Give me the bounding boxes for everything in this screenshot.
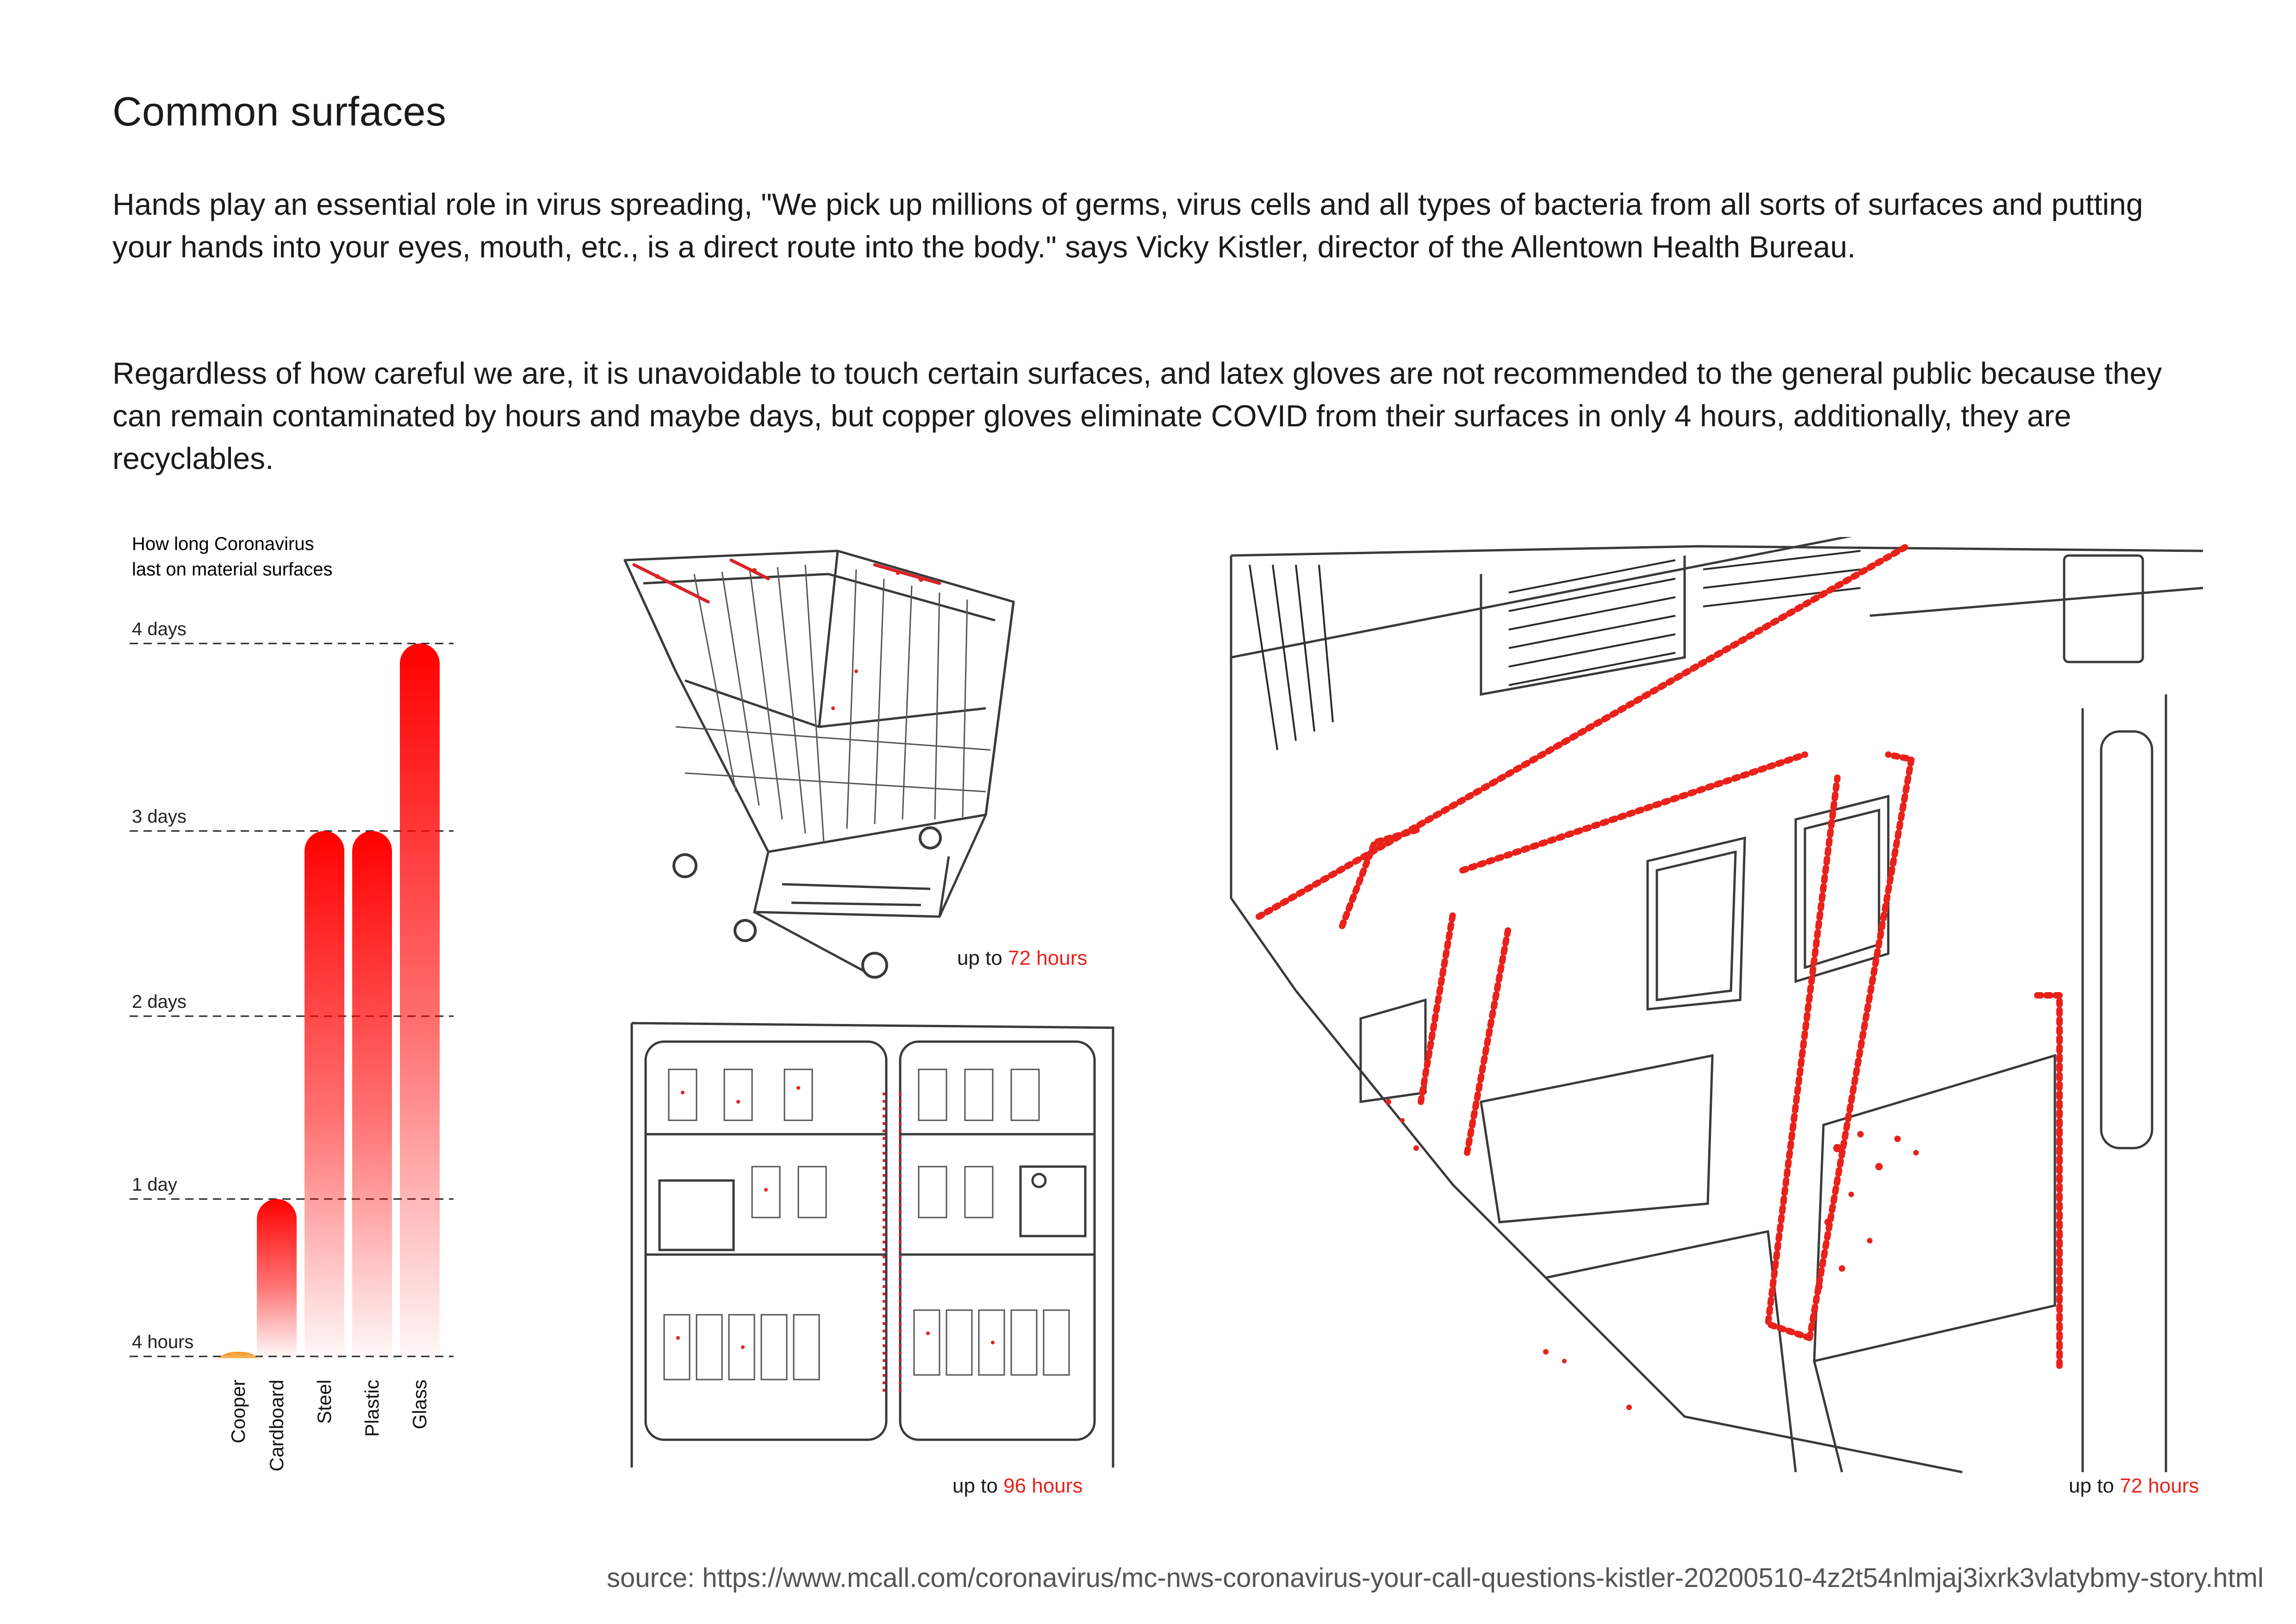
x-label-steel: Steel (313, 1380, 335, 1424)
subway-caption (2069, 1474, 2199, 1498)
cart-caption-prefix: up to (957, 947, 1002, 969)
y-tick-label: 3 days (132, 806, 187, 827)
y-tick-label: 2 days (132, 992, 187, 1012)
fridge-caption-prefix: up to (952, 1474, 998, 1497)
source-link[interactable]: source: https://www.mcall.com/coronavirus/mc-nws-coronavirus-your-call-questions-kistler-20200510-4z2t54nlmjaj3ixrk3vlatybmy-story.html (607, 1563, 2264, 1593)
bar-plastic (352, 831, 392, 1356)
y-tick-label: 4 hours (132, 1332, 194, 1352)
page-title: Common surfaces (112, 88, 447, 134)
x-label-plastic: Plastic (361, 1380, 383, 1437)
subway-illustration (1222, 537, 2217, 1477)
cart-caption-value: 72 hours (1008, 947, 1088, 969)
bar-steel (305, 831, 344, 1356)
cart-caption (957, 947, 1087, 970)
fridge-illustration (622, 1014, 1122, 1472)
bar-glass (400, 643, 440, 1356)
chart-title-line-2: last on material surfaces (132, 559, 333, 580)
x-label-glass: Glass (409, 1380, 430, 1430)
subway-caption-value: 72 hours (2120, 1474, 2199, 1497)
fridge-caption-value: 96 hours (1003, 1474, 1083, 1497)
gloves-paragraph: Regardless of how careful we are, it is unavoidable to touch certain surfaces, and latex gloves are not recommended to the general public because they can remain contaminated by hours and maybe days, but copper gloves eliminate COVID from their surfaces in only 4 hours, additionally, they are recyclables. (112, 356, 2162, 475)
bar-cardboard (257, 1199, 297, 1356)
duration-bar-chart (111, 523, 509, 1542)
intro-paragraph: Hands play an essential role in virus spreading, "We pick up millions of germs, virus cells and all types of bacteria from all sorts of surfaces and putting your hands into your eyes, mouth, etc., is a direct route into the body." says Vicky Kistler, director of the Allentown Health Bureau. (112, 187, 2143, 264)
y-tick-label: 4 days (132, 619, 187, 639)
chart-title-line-1: How long Coronavirus (132, 534, 314, 554)
bar-cooper (218, 1352, 258, 1363)
x-label-cooper: Cooper (227, 1380, 249, 1443)
y-tick-label: 1 day (132, 1174, 177, 1195)
x-label-cardboard: Cardboard (266, 1380, 287, 1472)
subway-caption-prefix: up to (2069, 1474, 2114, 1497)
fridge-caption (952, 1474, 1083, 1498)
shopping-cart-illustration (616, 532, 1032, 986)
